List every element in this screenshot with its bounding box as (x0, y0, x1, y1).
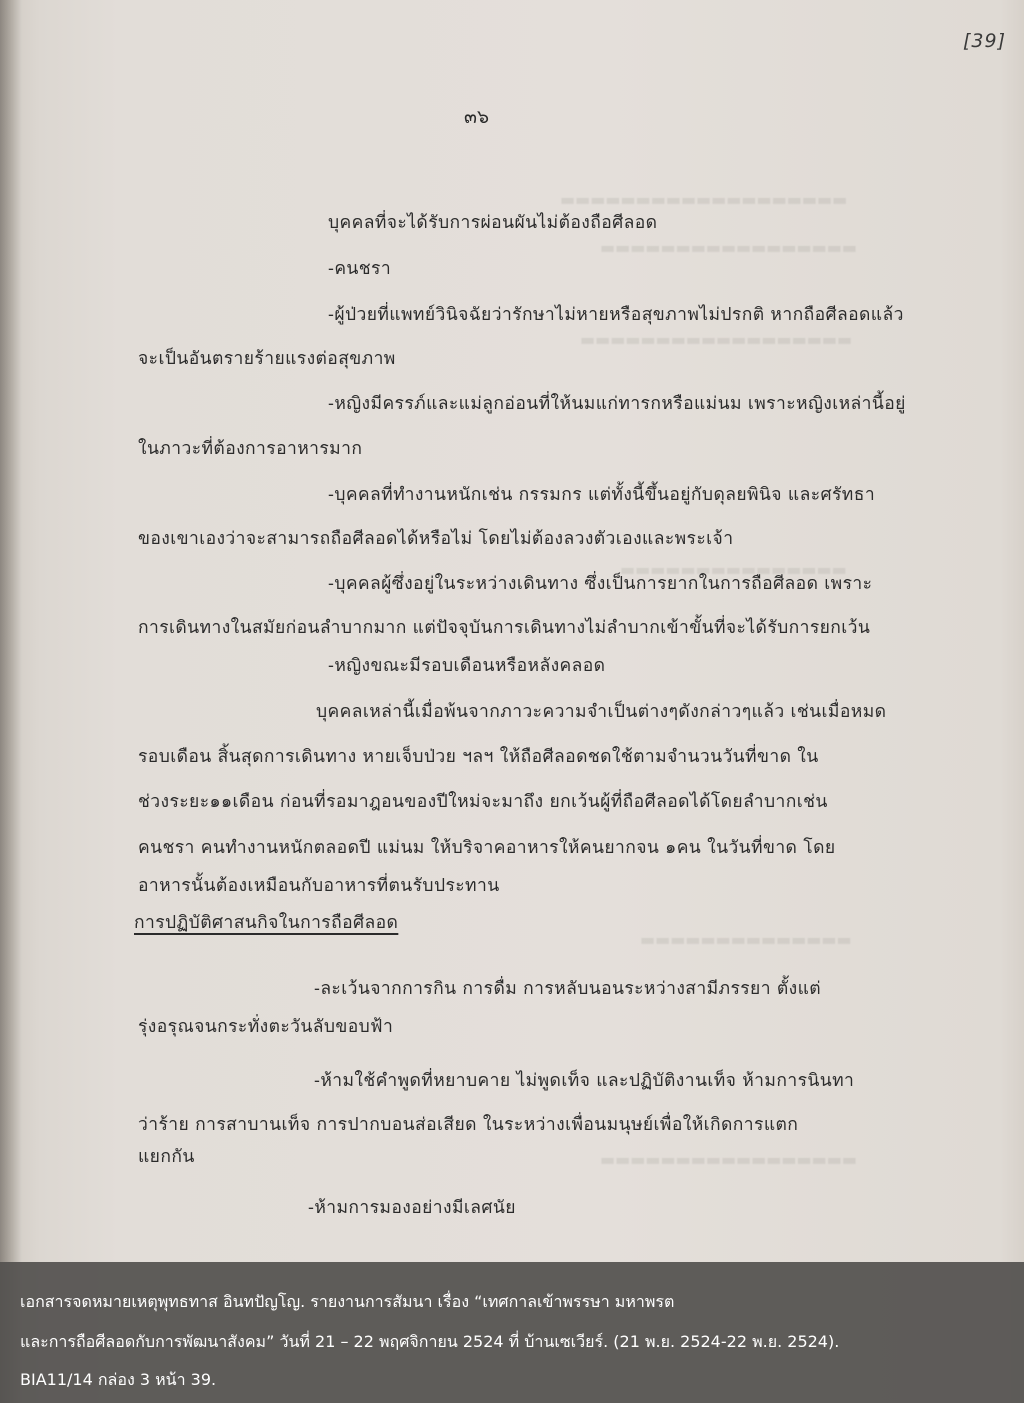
page-number: ๓๖ (464, 106, 490, 128)
text-line: ในภาวะที่ต้องการอาหารมาก (138, 439, 363, 459)
caption-line: เอกสารจดหมายเหตุพุทธทาส อินทปัญโญ. รายงานการสัมนา เรื่อง “เทศกาลเข้าพรรษา มหาพรต (20, 1292, 675, 1311)
text-line: รอบเดือน สิ้นสุดการเดินทาง หายเจ็บป่วย ฯลฯ ให้ถือศีลอดชดใช้ตามจำนวนวันที่ขาด ใน (138, 747, 819, 767)
text-line: ว่าร้าย การสาบานเท็จ การปากบอนส่อเสียด ในระหว่างเพื่อนมนุษย์เพื่อให้เกิดการแตก (138, 1115, 799, 1135)
bleed-through-texture: ▬▬▬▬▬▬▬▬▬▬▬▬▬▬▬ (620, 560, 847, 579)
text-line: -ผู้ป่วยที่แพทย์วินิจฉัยว่ารักษาไม่หายหรือสุขภาพไม่ปรกติ หากถือศีลอดแล้ว (328, 305, 904, 325)
text-line: -บุคคลผู้ซึ่งอยู่ในระหว่างเดินทาง ซึ่งเป็นการยากในการถือศีลอด เพราะ (328, 574, 873, 594)
text-line: -ห้ามการมองอย่างมีเลศนัย (308, 1198, 516, 1218)
text-line: การเดินทางในสมัยก่อนลำบากมาก แต่ปัจจุบันการเดินทางไม่ลำบากเข้าขั้นที่จะได้รับการยกเว้น (138, 618, 871, 638)
text-line: -บุคคลที่ทำงานหนักเช่น กรรมกร แต่ทั้งนี้ขึ้นอยู่กับดุลยพินิจ และศรัทธา (328, 485, 876, 505)
bleed-through-texture: ▬▬▬▬▬▬▬▬▬▬▬▬▬▬▬▬▬▬ (580, 330, 853, 349)
caption-line: และการถือศีลอดกับการพัฒนาสังคม” วันที่ 21 – 22 พฤศจิกายน 2524 ที่ บ้านเซเวียร์. (21 พ.ย. 2524-22 พ.ย. 2524). (20, 1332, 840, 1351)
caption-line: BIA11/14 กล่อง 3 หน้า 39. (20, 1370, 217, 1389)
text-line: -หญิงขณะมีรอบเดือนหรือหลังคลอด (328, 656, 606, 676)
text-line: -ห้ามใช้คำพูดที่หยาบคาย ไม่พูดเท็จ และปฏิบัติงานเท็จ ห้ามการนินทา (314, 1071, 855, 1091)
text-line: อาหารนั้นต้องเหมือนกับอาหารที่ตนรับประทาน (138, 876, 500, 896)
text-line: -ละเว้นจากการกิน การดื่ม การหลับนอนระหว่างสามีภรรยา ตั้งแต่ (314, 979, 822, 999)
text-line: บุคคลที่จะได้รับการผ่อนผันไม่ต้องถือศีลอด (328, 213, 658, 233)
text-line: -หญิงมีครรภ์และแม่ลูกอ่อนที่ให้นมแก่ทารกหรือแม่นม เพราะหญิงเหล่านี้อยู่ (328, 394, 906, 414)
text-line: ของเขาเองว่าจะสามารถถือศีลอดได้หรือไม่ โดยไม่ต้องลวงตัวเองและพระเจ้า (138, 529, 734, 549)
text-line: บุคคลเหล่านี้เมื่อพ้นจากภาวะความจำเป็นต่างๆดังกล่าวๆแล้ว เช่นเมื่อหมด (316, 702, 887, 722)
caption-overlay (0, 1262, 1024, 1403)
section-heading: การปฏิบัติศาสนกิจในการถือศีลอด (134, 913, 399, 933)
bleed-through-texture: ▬▬▬▬▬▬▬▬▬▬▬▬▬▬ (640, 930, 852, 949)
bleed-through-texture: ▬▬▬▬▬▬▬▬▬▬▬▬▬▬▬▬▬ (600, 1150, 857, 1169)
text-line: ช่วงระยะ๑๑เดือน ก่อนที่รอมาฎอนของปีใหม่จะมาถึง ยกเว้นผู้ที่ถือศีลอดได้โดยลำบากเช่น (138, 792, 828, 812)
bleed-through-texture: ▬▬▬▬▬▬▬▬▬▬▬▬▬▬▬▬▬ (600, 238, 857, 257)
bleed-through-texture: ▬▬▬▬▬▬▬▬▬▬▬▬▬▬▬▬▬▬▬ (560, 190, 848, 209)
archive-page-stamp: [39] (962, 30, 1006, 52)
text-line: จะเป็นอันตรายร้ายแรงต่อสุขภาพ (138, 349, 396, 369)
text-line: คนชรา คนทำงานหนักตลอดปี แม่นม ให้บริจาคอาหารให้คนยากจน ๑คน ในวันที่ขาด โดย (138, 838, 836, 858)
text-line: รุ่งอรุณจนกระทั่งตะวันลับขอบฟ้า (138, 1017, 394, 1037)
text-line: -คนชรา (328, 259, 392, 279)
book-spine-shadow (0, 0, 22, 1403)
text-line: แยกกัน (138, 1147, 195, 1167)
